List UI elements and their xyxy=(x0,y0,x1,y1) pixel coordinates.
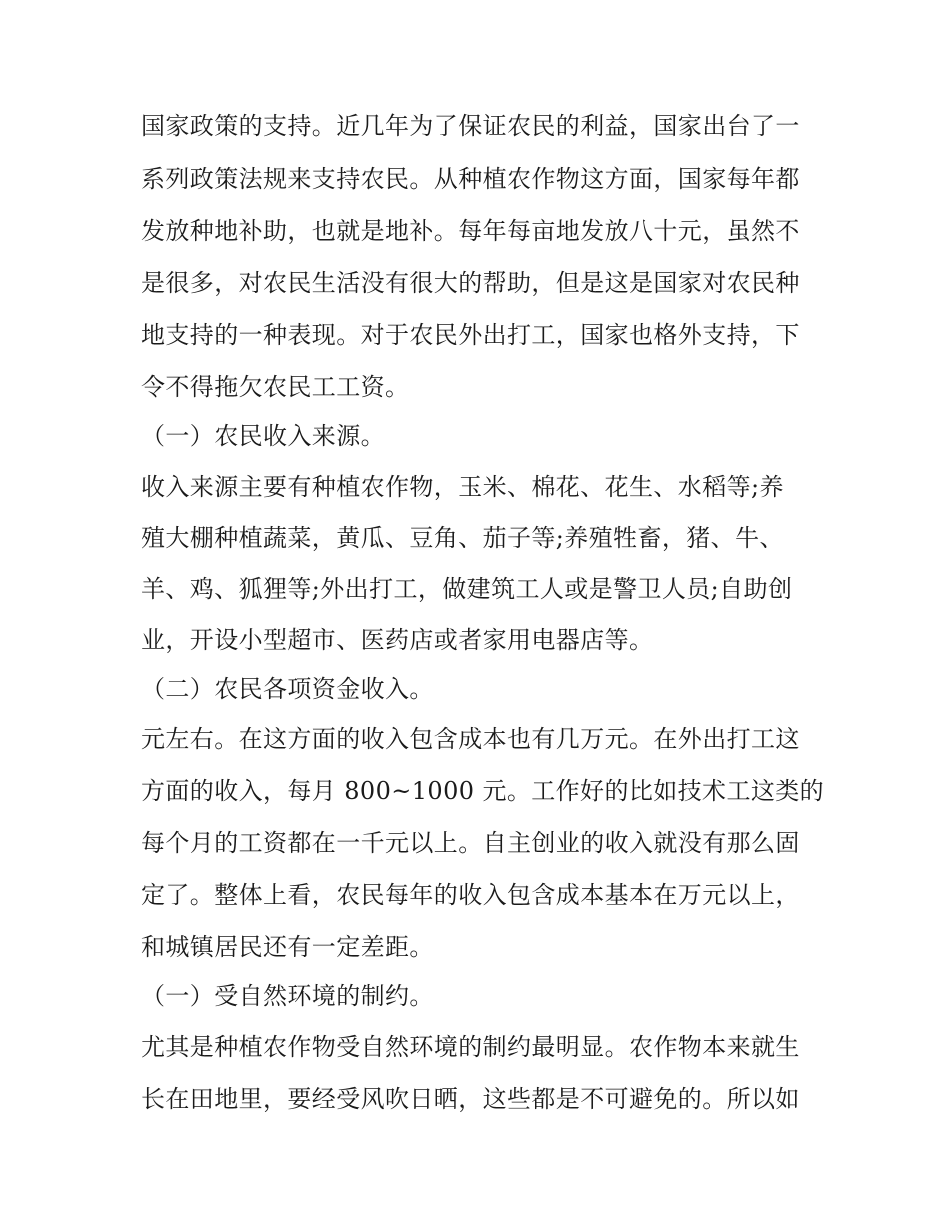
text-line: 国家政策的支持。近几年为了保证农民的利益，国家出台了一 xyxy=(141,112,800,140)
text-line: 和城镇居民还有一定差距。 xyxy=(141,933,434,961)
text-line: 发放种地补助，也就是地补。每年每亩地发放八十元，虽然不 xyxy=(141,217,800,245)
text-line: 系列政策法规来支持农民。从种植农作物这方面，国家每年都 xyxy=(141,165,800,193)
section-heading: （一）农民收入来源。 xyxy=(141,422,385,450)
text-line: 殖大棚种植蔬菜，黄瓜、豆角、茄子等;养殖牲畜，猪、牛、 xyxy=(141,524,784,552)
text-line: 定了。整体上看，农民每年的收入包含成本基本在万元以上， xyxy=(141,881,800,909)
text-line: 令不得拖欠农民工工资。 xyxy=(141,373,410,401)
text-line: 长在田地里，要经受风吹日晒，这些都是不可避免的。所以如 xyxy=(141,1085,800,1113)
text-line: 是很多，对农民生活没有很大的帮助，但是这是国家对农民种 xyxy=(141,269,800,297)
text-line: 地支持的一种表现。对于农民外出打工，国家也格外支持，下 xyxy=(141,321,800,349)
text-line: 羊、鸡、狐狸等;外出打工，做建筑工人或是警卫人员;自助创 xyxy=(141,575,793,603)
text-line: 业，开设小型超市、医药店或者家用电器店等。 xyxy=(141,626,654,654)
text-line: 元左右。在这方面的收入包含成本也有几万元。在外出打工这 xyxy=(141,725,800,753)
section-heading: （一）受自然环境的制约。 xyxy=(141,982,434,1010)
text-line: 方面的收入，每月 800~1000 元。工作好的比如技术工这类的 xyxy=(141,777,825,805)
text-line: 尤其是种植农作物受自然环境的制约最明显。农作物本来就生 xyxy=(141,1033,800,1061)
text-line: 收入来源主要有种植农作物，玉米、棉花、花生、水稻等;养 xyxy=(141,473,784,501)
text-line: 每个月的工资都在一千元以上。自主创业的收入就没有那么固 xyxy=(141,829,800,857)
section-heading: （二）农民各项资金收入。 xyxy=(141,675,434,703)
